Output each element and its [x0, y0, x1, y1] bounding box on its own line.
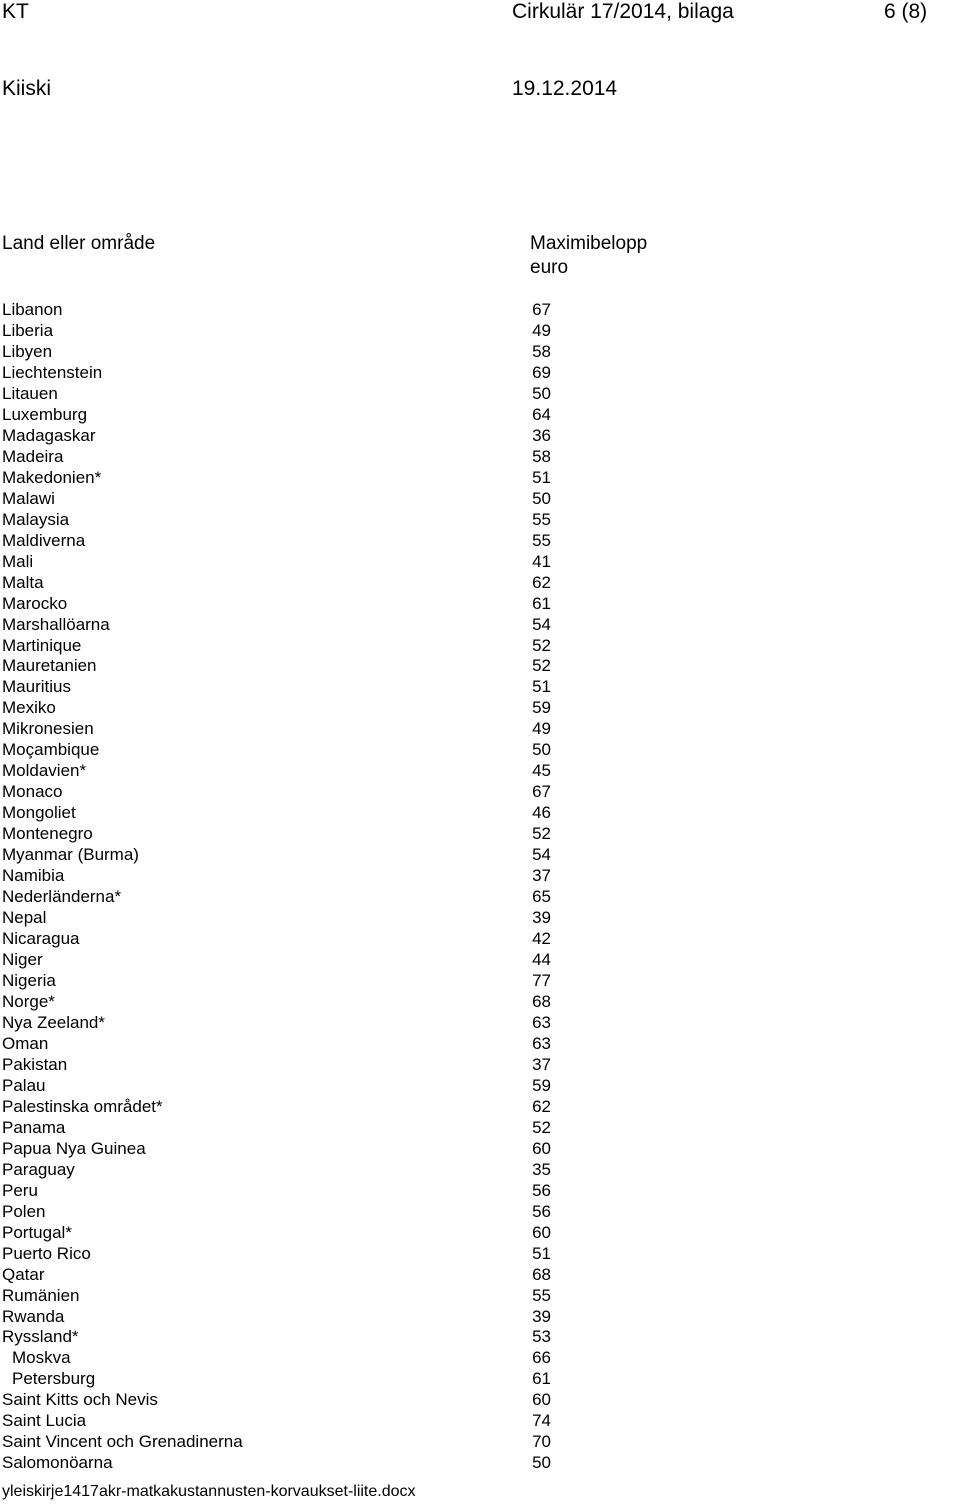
table-row: [2, 1075, 562, 1096]
header-author: Kiiski: [2, 77, 52, 100]
header-org: KT: [2, 0, 29, 23]
max-amount: 74: [532, 1411, 551, 1431]
country-name: Ryssland*: [2, 1327, 79, 1347]
country-name: Malaysia: [2, 509, 70, 529]
max-amount: 44: [532, 950, 551, 970]
header-title: Cirkulär 17/2014, bilaga: [512, 0, 734, 23]
max-amount: 52: [532, 1117, 551, 1137]
country-name: Moçambique: [2, 740, 100, 760]
table-row: [2, 1306, 562, 1327]
max-amount: 58: [532, 446, 551, 466]
country-name: Qatar: [2, 1264, 45, 1284]
table-row: [2, 593, 562, 614]
country-name: Montenegro: [2, 824, 93, 844]
column-header-currency: euro: [530, 257, 569, 278]
max-amount: 56: [532, 1180, 551, 1200]
country-name: Rwanda: [2, 1306, 65, 1326]
max-amount: 68: [532, 1264, 551, 1284]
table-row: [2, 865, 562, 886]
table-row: [2, 1452, 562, 1473]
table-row: [2, 572, 562, 593]
max-amount: 58: [532, 341, 551, 361]
max-amount: 60: [532, 1390, 551, 1410]
table-row: [2, 383, 562, 404]
max-amount: 52: [532, 635, 551, 655]
max-amount: 63: [532, 1012, 551, 1032]
table-row: [2, 299, 562, 320]
country-name: Martinique: [2, 635, 82, 655]
max-amount: 59: [532, 698, 551, 718]
country-name: Polen: [2, 1201, 46, 1221]
country-name: Panama: [2, 1117, 66, 1137]
country-name: Palau: [2, 1075, 46, 1095]
table-row: [2, 697, 562, 718]
country-name: Libanon: [2, 300, 63, 319]
country-name: Mexiko: [2, 698, 56, 718]
country-name: Peru: [2, 1180, 38, 1200]
table-row: [2, 362, 562, 383]
max-amount: 68: [532, 991, 551, 1011]
country-name: Saint Vincent och Grenadinerna: [2, 1432, 243, 1452]
max-amount: 62: [532, 572, 551, 592]
table-row: [2, 1431, 562, 1452]
country-name: Rumänien: [2, 1285, 80, 1305]
max-amount: 70: [532, 1432, 551, 1452]
table-row: [2, 614, 562, 635]
header-page-number: 6 (8): [884, 0, 928, 23]
max-amount: 36: [532, 425, 551, 445]
country-name: Litauen: [2, 383, 58, 403]
table-row: [2, 1180, 562, 1201]
footer-filename: yleiskirje1417akr-matkakustannusten-korvaukset-liite.docx: [2, 1483, 416, 1500]
table-row: [2, 1033, 562, 1054]
table-row: [2, 1410, 562, 1431]
max-amount: 39: [532, 1306, 551, 1326]
country-name: Nepal: [2, 908, 47, 928]
table-row: [2, 320, 562, 341]
table-row: [2, 1285, 562, 1306]
max-amount: 77: [532, 971, 551, 990]
country-name: Pakistan: [2, 1054, 68, 1074]
header-date: 19.12.2014: [512, 77, 618, 100]
table-row: [2, 1159, 562, 1180]
max-amount: 54: [532, 845, 551, 865]
max-amount: 41: [532, 551, 551, 571]
table-row: [2, 1326, 562, 1347]
country-name: Saint Kitts och Nevis: [2, 1390, 158, 1410]
country-name: Libyen: [2, 341, 53, 361]
max-amount: 35: [532, 1159, 551, 1179]
country-name: Salomonöarna: [2, 1453, 113, 1473]
max-amount: 55: [532, 530, 551, 550]
table-row: [2, 530, 562, 551]
country-name: Mauretanien: [2, 656, 97, 676]
table-row: [2, 1222, 562, 1243]
max-amount: 50: [532, 1453, 551, 1473]
country-name: Namibia: [2, 866, 65, 886]
country-name: Nicaragua: [2, 929, 80, 949]
table-row: [2, 425, 562, 446]
max-amount: 51: [532, 1243, 551, 1263]
max-amount: 49: [532, 320, 551, 340]
country-name: Portugal*: [2, 1222, 72, 1242]
table-row: [2, 1096, 562, 1117]
table-row: [2, 844, 562, 865]
max-amount: 52: [532, 656, 551, 676]
max-amount: 51: [532, 467, 551, 487]
column-header-country: Land eller område: [2, 233, 156, 254]
country-name: Niger: [2, 950, 43, 970]
table-row: [2, 781, 562, 802]
country-name: Malta: [2, 572, 44, 592]
max-amount: 51: [532, 677, 551, 697]
max-amount: 60: [532, 1138, 551, 1158]
table-row: [2, 718, 562, 739]
max-amount: 66: [532, 1348, 551, 1368]
max-amount: 42: [532, 929, 551, 949]
country-name: Maldiverna: [2, 530, 86, 550]
table-row: [2, 823, 562, 844]
max-amount: 67: [532, 300, 551, 319]
table-row: [2, 676, 562, 697]
table-row: [2, 1054, 562, 1075]
country-name: Marshallöarna: [2, 614, 110, 634]
country-name: Norge*: [2, 991, 55, 1011]
column-header-amount: Maximibelopp: [530, 233, 648, 254]
table-row: [2, 928, 562, 949]
country-name: Monaco: [2, 782, 63, 802]
country-name: Mongoliet: [2, 803, 76, 823]
table-row: [2, 907, 562, 928]
table-row: [2, 949, 562, 970]
country-name: Madagaskar: [2, 425, 96, 445]
country-name: Nya Zeeland*: [2, 1012, 106, 1032]
country-name: Malawi: [2, 488, 55, 508]
country-name: Luxemburg: [2, 404, 88, 424]
table-row: [2, 760, 562, 781]
table-row: [2, 1389, 562, 1410]
country-name: Petersburg: [12, 1369, 96, 1389]
table-row: [2, 446, 562, 467]
table-row: [2, 1264, 562, 1285]
table-row: [2, 635, 562, 656]
table-row: [2, 1117, 562, 1138]
country-name: Liberia: [2, 320, 54, 340]
table-row: [2, 802, 562, 823]
table-row: [2, 739, 562, 760]
country-name: Makedonien*: [2, 467, 102, 487]
table-row: [2, 1201, 562, 1222]
country-name: Mali: [2, 551, 34, 571]
country-name: Puerto Rico: [2, 1243, 91, 1263]
max-amount: 65: [532, 887, 551, 907]
country-name: Oman: [2, 1033, 49, 1053]
table-row: [2, 467, 562, 488]
country-name: Paraguay: [2, 1159, 75, 1179]
max-amount: 50: [532, 488, 551, 508]
table-row: [2, 970, 562, 991]
max-amount: 61: [532, 1369, 551, 1389]
max-amount: 45: [532, 761, 551, 781]
max-amount: 67: [532, 782, 551, 802]
allowance-table: [2, 299, 562, 1473]
max-amount: 50: [532, 740, 551, 760]
max-amount: 53: [532, 1327, 551, 1347]
max-amount: 64: [532, 404, 551, 424]
max-amount: 50: [532, 383, 551, 403]
max-amount: 54: [532, 614, 551, 634]
max-amount: 37: [532, 866, 551, 886]
country-name: Marocko: [2, 593, 68, 613]
table-row: [2, 488, 562, 509]
country-name: Palestinska området*: [2, 1096, 163, 1116]
country-name: Moskva: [12, 1348, 71, 1368]
table-row: [2, 1243, 562, 1264]
table-row: [2, 655, 562, 676]
max-amount: 52: [532, 824, 551, 844]
max-amount: 49: [532, 719, 551, 739]
max-amount: 61: [532, 593, 551, 613]
max-amount: 56: [532, 1201, 551, 1221]
country-name: Myanmar (Burma): [2, 845, 139, 865]
country-name: Moldavien*: [2, 761, 87, 781]
max-amount: 59: [532, 1075, 551, 1095]
table-row: [2, 991, 562, 1012]
max-amount: 62: [532, 1096, 551, 1116]
max-amount: 37: [532, 1054, 551, 1074]
table-row: [2, 1138, 562, 1159]
country-name: Liechtenstein: [2, 362, 103, 382]
country-name: Saint Lucia: [2, 1411, 87, 1431]
table-row: [2, 1347, 562, 1368]
max-amount: 55: [532, 509, 551, 529]
country-name: Mauritius: [2, 677, 71, 697]
max-amount: 63: [532, 1033, 551, 1053]
country-name: Madeira: [2, 446, 64, 466]
max-amount: 69: [532, 362, 551, 382]
max-amount: 39: [532, 908, 551, 928]
table-row: [2, 551, 562, 572]
max-amount: 46: [532, 803, 551, 823]
table-row: [2, 1012, 562, 1033]
country-name: Nederländerna*: [2, 887, 122, 907]
country-name: Papua Nya Guinea: [2, 1138, 146, 1158]
max-amount: 60: [532, 1222, 551, 1242]
table-row: [2, 341, 562, 362]
country-name: Mikronesien: [2, 719, 94, 739]
country-name: Nigeria: [2, 971, 56, 990]
table-row: [2, 404, 562, 425]
table-row: [2, 1368, 562, 1389]
table-row: [2, 886, 562, 907]
table-row: [2, 509, 562, 530]
max-amount: 55: [532, 1285, 551, 1305]
